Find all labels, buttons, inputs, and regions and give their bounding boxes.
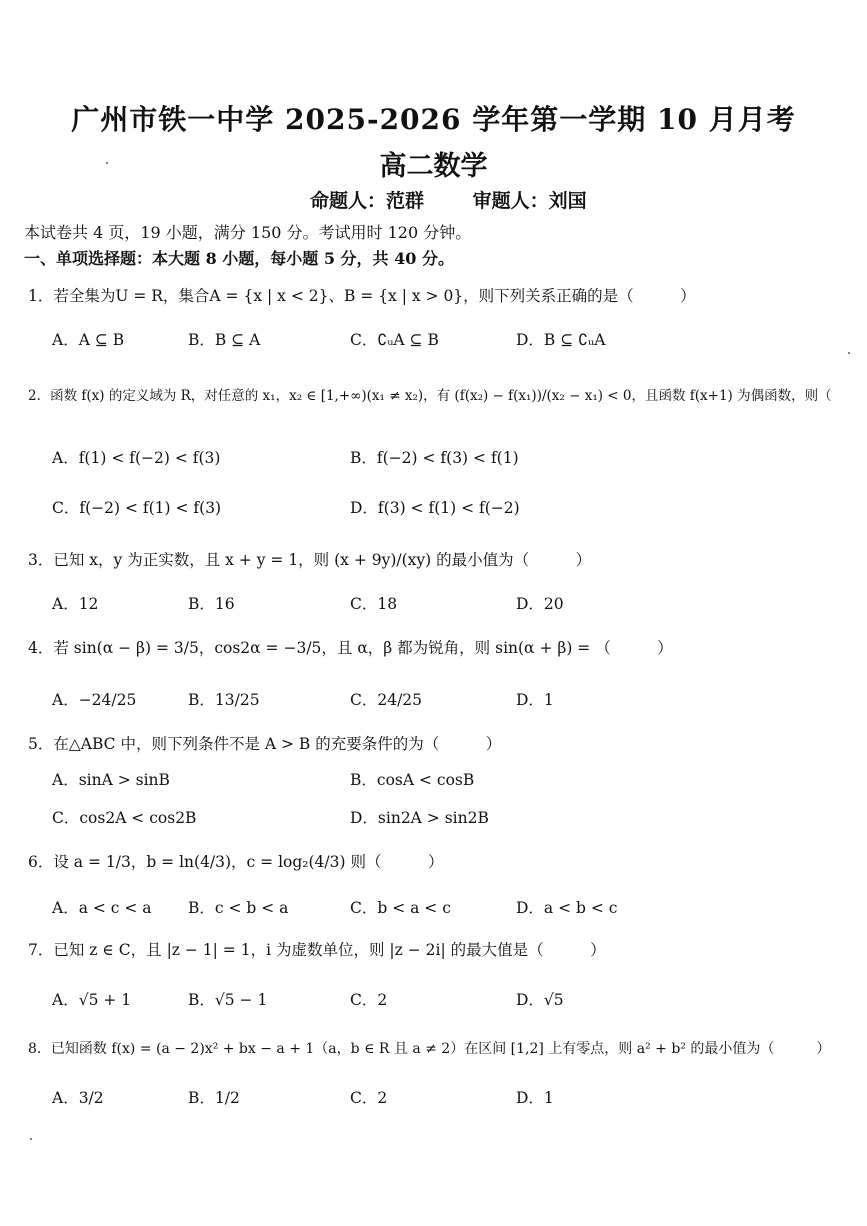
question-5-option-a: A．sinA > sinB [52,771,170,789]
question-2-option-b: B．f(−2) < f(3) < f(1) [350,449,519,467]
question-1-option-a: A．A ⊆ B [52,331,125,349]
question-8-option-d: D．1 [516,1089,554,1107]
question-6-option-c: C．b < a < c [350,899,451,917]
question-1-option-c: C．∁ᵤA ⊆ B [350,331,439,349]
question-7-option-b: B．√5 − 1 [188,991,268,1009]
question-5-stem: 5．在△ABC 中，则下列条件不是 A > B 的充要条件的为（ ） [28,735,502,753]
question-7-option-d: D．√5 [516,991,564,1009]
question-6-stem: 6．设 a = 1/3，b = ln(4/3)，c = log₂(4/3) 则（ ） [28,853,444,871]
author-line [310,186,629,213]
question-7-option-a: A．√5 + 1 [52,991,132,1009]
question-6-option-d: D．a < b < c [516,899,618,917]
question-6-option-a: A．a < c < a [52,899,152,917]
question-8-option-a: A．3/2 [52,1089,104,1107]
section-heading: 一、单项选择题：本大题 8 小题，每小题 5 分，共 40 分。 [24,249,454,268]
scan-speck [106,162,108,164]
scan-speck [848,352,850,354]
question-4-stem: 4．若 sin(α − β) = 3/5，cos2α = −3/5，且 α，β 都为锐角，则 sin(α + β) = （ ） [28,639,673,657]
reviewer: 审题人：刘国 [472,190,587,212]
question-8-option-b: B．1/2 [188,1089,240,1107]
exam-intro: 本试卷共 4 页，19 小题，满分 150 分。考试用时 120 分钟。 [24,223,472,242]
question-3-option-b: B．16 [188,595,235,613]
question-4-option-a: A．−24/25 [52,691,137,709]
question-1-stem: 1．若全集为U = R，集合A = {x | x < 2}、B = {x | x > 0}，则下列关系正确的是（ ） [28,287,696,305]
question-8-stem: 8．已知函数 f(x) = (a − 2)x² + bx − a + 1（a，b ∈ R 且 a ≠ 2）在区间 [1,2] 上有零点，则 a² + b² 的最小值为（ ） [28,1041,831,1057]
question-3-option-c: C．18 [350,595,398,613]
subject-title: 高二数学 [379,151,488,182]
question-3-stem: 3．已知 x，y 为正实数，且 x + y = 1，则 (x + 9y)/(xy) 的最小值为（ ） [28,551,592,569]
question-3-option-a: A．12 [52,595,99,613]
question-2-option-c: C．f(−2) < f(1) < f(3) [52,499,222,517]
question-5-option-d: D．sin2A > sin2B [350,809,489,827]
question-7-option-c: C．2 [350,991,388,1009]
question-4-option-b: B．13/25 [188,691,260,709]
question-4-option-c: C．24/25 [350,691,423,709]
question-5-option-c: C．cos2A < cos2B [52,809,197,827]
question-5-option-b: B．cosA < cosB [350,771,475,789]
question-1-option-d: D．B ⊆ ∁ᵤA [516,331,606,349]
question-4-option-d: D．1 [516,691,554,709]
question-2-stem: 2．函数 f(x) 的定义域为 R，对任意的 x₁，x₂ ∈ [1,+∞)(x₁ ≠ x₂)，有 (f(x₂) − f(x₁))/(x₂ − x₁) < 0，且函数 f(x+1) 为偶函数，则（ [28,388,832,404]
question-8-option-c: C．2 [350,1089,388,1107]
question-2-option-a: A．f(1) < f(−2) < f(3) [52,449,221,467]
exam-title: 广州市铁一中学 2025-2026 学年第一学期 10 月月考 [71,103,796,136]
question-7-stem: 7．已知 z ∈ C，且 |z − 1| = 1，i 为虚数单位，则 |z − 2i| 的最大值是（ ） [28,941,606,959]
author: 命题人：范群 [310,190,425,212]
question-1-option-b: B．B ⊆ A [188,331,261,349]
scan-speck [30,1138,32,1140]
question-2-option-d: D．f(3) < f(1) < f(−2) [350,499,520,517]
question-3-option-d: D．20 [516,595,564,613]
question-6-option-b: B．c < b < a [188,899,289,917]
